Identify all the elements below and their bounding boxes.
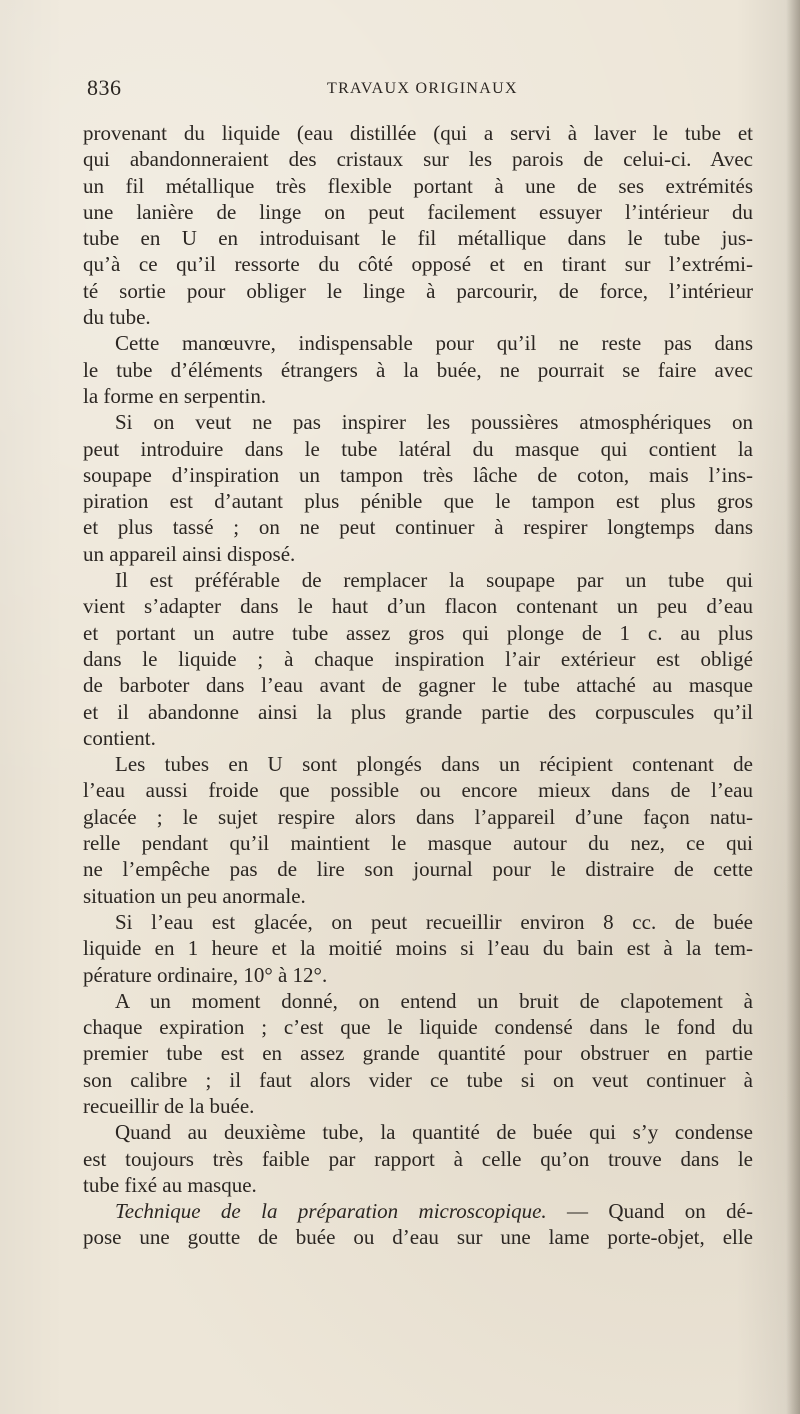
text-line: du tube. bbox=[83, 305, 151, 330]
text-line: un appareil ainsi disposé. bbox=[83, 541, 296, 566]
text-line: glacée ; le sujet respire alors dans l’appareil d’une façon natu- bbox=[83, 804, 753, 829]
text-line: Si on veut ne pas inspirer les poussières atmosphériques on bbox=[115, 410, 753, 435]
text-line: tube en U en introduisant le fil métallique dans le tube jus- bbox=[83, 226, 753, 251]
text-line: soupape d’inspiration un tampon très lâche de coton, mais l’ins- bbox=[83, 462, 753, 487]
text-line: une lanière de linge on peut facilement essuyer l’intérieur du bbox=[83, 199, 753, 224]
text-line: Cette manœuvre, indispensable pour qu’il ne reste pas dans bbox=[115, 331, 753, 356]
text-line: le tube d’éléments étrangers à la buée, ne pourrait se faire avec bbox=[83, 357, 753, 382]
text-line: Il est préférable de remplacer la soupape par un tube qui bbox=[115, 568, 753, 593]
text-line: un fil métallique très flexible portant à une de ses extrémités bbox=[83, 173, 753, 198]
text-line: dans le liquide ; à chaque inspiration l’air extérieur est obligé bbox=[83, 646, 753, 671]
text-line: té sortie pour obliger le linge à parcourir, de force, l’intérieur bbox=[83, 278, 753, 303]
running-title: TRAVAUX ORIGINAUX bbox=[327, 80, 518, 97]
text-line: tube fixé au masque. bbox=[83, 1172, 257, 1197]
text-line: et il abandonne ainsi la plus grande partie des corpuscules qu’il bbox=[83, 699, 753, 724]
text-line: Quand au deuxième tube, la quantité de buée qui s’y condense bbox=[115, 1120, 753, 1145]
text-line: premier tube est en assez grande quantité pour obstruer en partie bbox=[83, 1041, 753, 1066]
text-line: situation un peu anormale. bbox=[83, 883, 306, 908]
text-line: Si l’eau est glacée, on peut recueillir environ 8 cc. de buée bbox=[115, 909, 753, 934]
text-line: piration est d’autant plus pénible que le tampon est plus gros bbox=[83, 489, 753, 514]
text-line: la forme en serpentin. bbox=[83, 383, 267, 408]
text-line: son calibre ; il faut alors vider ce tube si on veut continuer à bbox=[83, 1067, 753, 1092]
text-line: relle pendant qu’il maintient le masque autour du nez, ce qui bbox=[83, 831, 753, 856]
text-line: pose une goutte de buée ou d’eau sur une lame porte-objet, elle bbox=[83, 1225, 753, 1250]
text-line: ne l’empêche pas de lire son journal pour le distraire de cette bbox=[83, 857, 753, 882]
text-fragment: — Quand on dé- bbox=[546, 1199, 753, 1224]
text-line: qu’à ce qu’il ressorte du côté opposé et en tirant sur l’extrémi- bbox=[83, 252, 753, 277]
text-line: recueillir de la buée. bbox=[83, 1093, 255, 1118]
page-number: 836 bbox=[87, 75, 122, 100]
text-line: pérature ordinaire, 10° à 12°. bbox=[83, 962, 328, 987]
text-line: provenant du liquide (eau distillée (qui a servi à laver le tube et bbox=[83, 121, 753, 145]
text-line: est toujours très faible par rapport à celle qu’on trouve dans le bbox=[83, 1146, 753, 1171]
text-line: l’eau aussi froide que possible ou encore mieux dans de l’eau bbox=[83, 778, 753, 803]
text-line: contient. bbox=[83, 725, 156, 750]
text-line: et plus tassé ; on ne peut continuer à respirer longtemps dans bbox=[83, 515, 753, 540]
page-edge-shadow bbox=[786, 0, 800, 1414]
text-line: vient s’adapter dans le haut d’un flacon contenant un peu d’eau bbox=[83, 594, 753, 619]
text-line: A un moment donné, on entend un bruit de clapotement à bbox=[115, 988, 753, 1013]
text-line: de barboter dans l’eau avant de gagner le tube attaché au masque bbox=[83, 673, 753, 698]
text-line: peut introduire dans le tube latéral du masque qui contient la bbox=[83, 436, 753, 461]
text-line-with-italic-heading bbox=[83, 1198, 753, 1224]
text-line: Les tubes en U sont plongés dans un récipient contenant de bbox=[115, 752, 753, 777]
text-line: qui abandonneraient des cristaux sur les parois de celui-ci. Avec bbox=[83, 147, 753, 172]
text-line: liquide en 1 heure et la moitié moins si l’eau du bain est à la tem- bbox=[83, 936, 753, 961]
section-heading: Technique de la préparation microscopique. bbox=[115, 1199, 547, 1224]
text-line: et portant un autre tube assez gros qui plonge de 1 c. au plus bbox=[83, 620, 753, 645]
body-text bbox=[83, 120, 753, 1251]
text-line: chaque expiration ; c’est que le liquide condensé dans le fond du bbox=[83, 1015, 753, 1040]
running-head bbox=[87, 76, 757, 100]
